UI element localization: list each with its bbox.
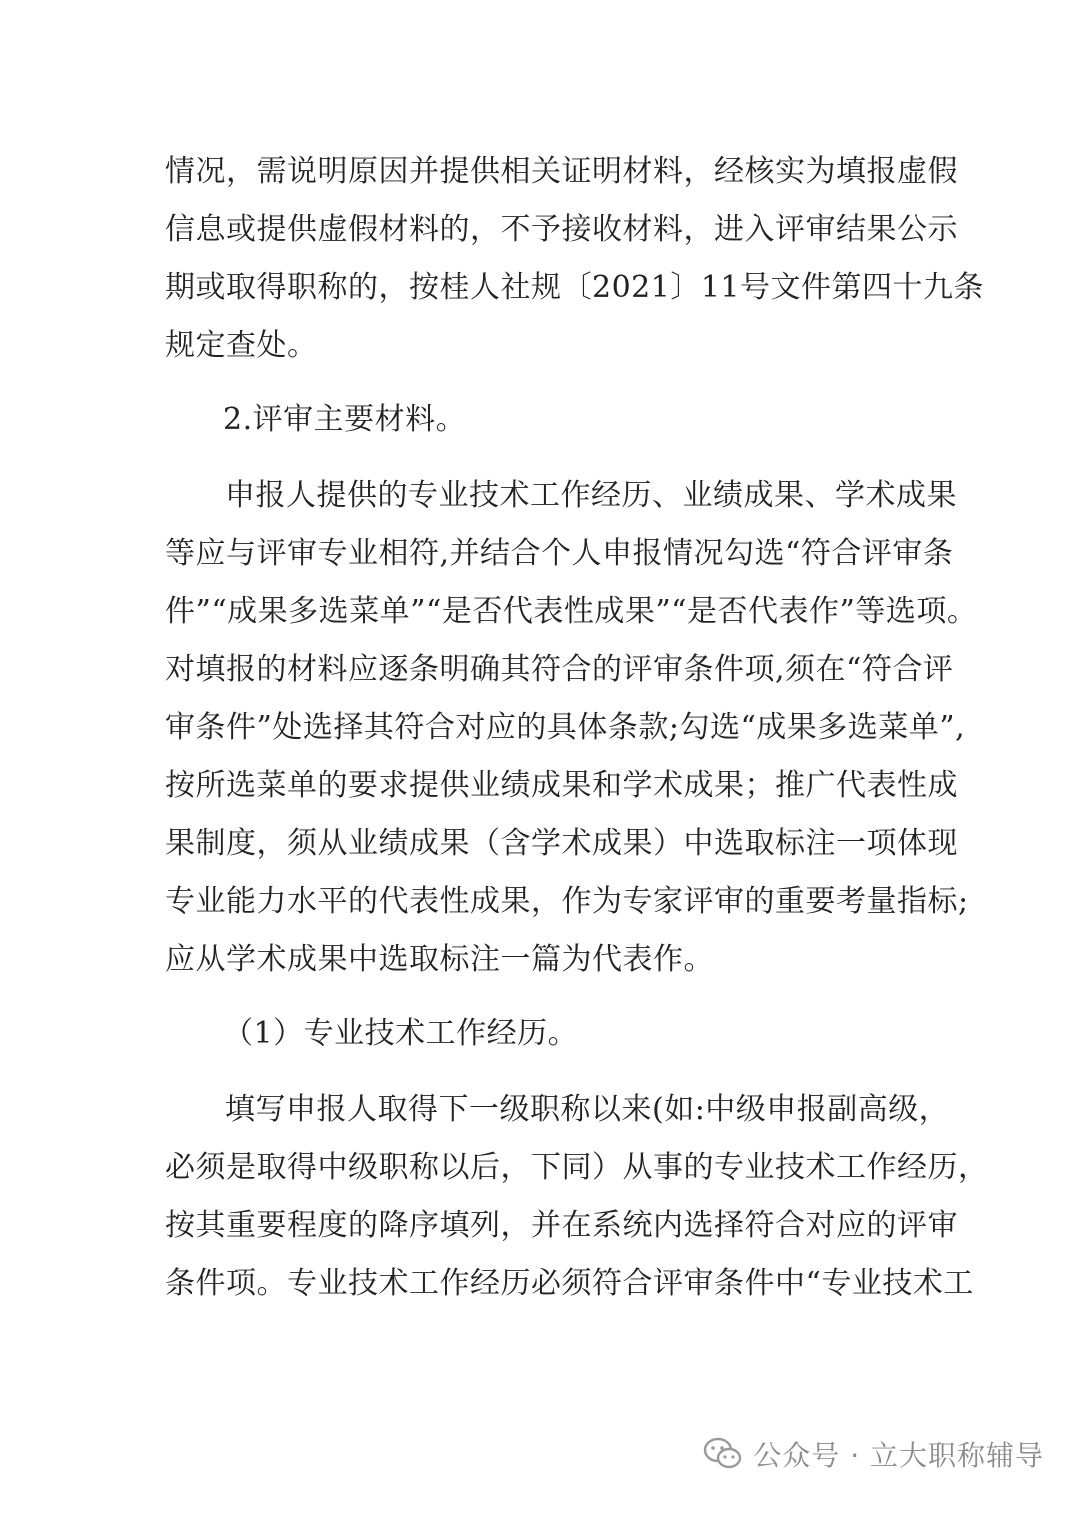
section-heading-3: （1）专业技术工作经历。 (223, 1016, 579, 1051)
paragraph-3-line-3: 按其重要程度的降序填列，并在系统内选择符合对应的评审 (165, 1208, 958, 1243)
paragraph-2-line-4: 对填报的材料应逐条明确其符合的评审条件项,须在“符合评 (165, 652, 954, 687)
paragraph-2-line-5: 审条件”处选择其符合对应的具体条款;勾选“成果多选菜单”, (165, 710, 966, 745)
paragraph-2-line-7: 果制度，须从业绩成果（含学术成果）中选取标注一项体现 (165, 826, 958, 861)
paragraph-2-line-8: 专业能力水平的代表性成果，作为专家评审的重要考量指标; (165, 884, 969, 919)
paragraph-1-line-3: 期或取得职称的，按桂人社规〔2021〕11号文件第四十九条 (165, 270, 985, 305)
paragraph-2-line-1: 申报人提供的专业技术工作经历、业绩成果、学术成果 (225, 478, 957, 513)
paragraph-3-line-4: 条件项。专业技术工作经历必须符合评审条件中“专业技术工 (165, 1266, 974, 1301)
paragraph-3-line-1: 填写申报人取得下一级职称以来(如:中级申报副高级， (225, 1092, 950, 1127)
paragraph-1-line-4: 规定查处。 (165, 328, 318, 363)
paragraph-3-line-2: 必须是取得中级职称以后，下同）从事的专业技术工作经历， (165, 1150, 989, 1185)
paragraph-2-line-9: 应从学术成果中选取标注一篇为代表作。 (165, 942, 714, 977)
paragraph-2-line-2: 等应与评审专业相符,并结合个人申报情况勾选“符合评审条 (165, 536, 954, 571)
paragraph-2-line-3: 件”“成果多选菜单”“是否代表性成果”“是否代表作”等选项。 (165, 594, 978, 629)
watermark-text: 公众号 · 立大职称辅导 (753, 1439, 1044, 1472)
section-heading-2: 2.评审主要材料。 (223, 402, 467, 437)
paragraph-1-line-2: 信息或提供虚假材料的，不予接收材料，进入评审结果公示 (165, 212, 958, 247)
wechat-watermark (703, 1434, 1044, 1474)
paragraph-1-line-1: 情况，需说明原因并提供相关证明材料，经核实为填报虚假 (165, 154, 958, 189)
paragraph-2-line-6: 按所选菜单的要求提供业绩成果和学术成果；推广代表性成 (165, 768, 958, 803)
wechat-icon (703, 1437, 743, 1471)
